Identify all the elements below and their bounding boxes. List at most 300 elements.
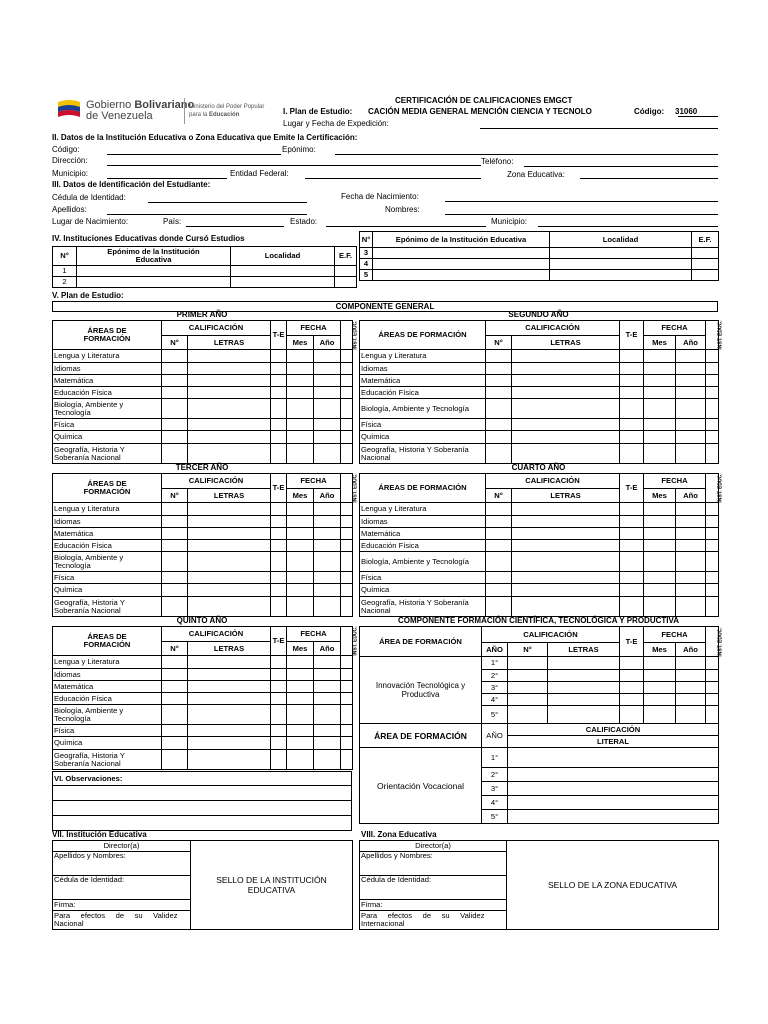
ctp-anio2-header: Año xyxy=(676,643,706,657)
anio-cell[interactable] xyxy=(314,387,341,399)
te-cell[interactable] xyxy=(271,375,287,387)
grade-letters-cell[interactable] xyxy=(188,528,271,540)
subject-label: Lengua y Literatura xyxy=(53,350,162,363)
mes-cell[interactable] xyxy=(287,750,314,770)
anio-cell[interactable] xyxy=(676,516,706,528)
te-cell[interactable] xyxy=(620,516,644,528)
te-cell[interactable] xyxy=(271,737,287,750)
inst-cell[interactable] xyxy=(706,431,719,444)
inst-cell[interactable] xyxy=(341,503,353,516)
anio-cell[interactable] xyxy=(676,375,706,387)
inst-cell[interactable] xyxy=(341,516,353,528)
grade-number-cell[interactable] xyxy=(486,399,512,419)
municipio-field-label: Municipio: xyxy=(52,169,89,178)
inst-cell[interactable] xyxy=(341,375,353,387)
grade-number-cell[interactable] xyxy=(162,693,188,705)
te-cell[interactable] xyxy=(620,528,644,540)
mes-cell[interactable] xyxy=(644,516,676,528)
anio-cell[interactable] xyxy=(314,444,341,464)
te-cell[interactable] xyxy=(271,528,287,540)
grade-letters-cell[interactable] xyxy=(188,705,271,725)
areas-header-l1: ÁREAS DE xyxy=(87,632,127,641)
grade-number-cell[interactable] xyxy=(162,656,188,669)
anio-cell[interactable] xyxy=(314,572,341,584)
subject-label: Educación Física xyxy=(53,693,162,705)
te-cell[interactable] xyxy=(620,399,644,419)
grade-letters-cell[interactable] xyxy=(188,399,271,419)
grade-number-cell[interactable] xyxy=(162,516,188,528)
pais-field[interactable] xyxy=(186,226,284,227)
anio-cell[interactable] xyxy=(676,528,706,540)
inst-cell[interactable] xyxy=(341,387,353,399)
inst-cell[interactable] xyxy=(706,375,719,387)
inst-cell[interactable] xyxy=(341,399,353,419)
grade-letters-cell[interactable] xyxy=(188,444,271,464)
anio-cell[interactable] xyxy=(314,350,341,363)
apellidos-field[interactable] xyxy=(107,214,307,215)
apellidos-label: Apellidos: xyxy=(52,205,87,214)
inst-cell[interactable] xyxy=(706,503,719,516)
fecha-header: FECHA xyxy=(644,321,706,336)
fecha-nac-field[interactable] xyxy=(445,201,718,202)
inst-cell[interactable] xyxy=(706,584,719,597)
mes-cell[interactable] xyxy=(287,444,314,464)
mes-cell[interactable] xyxy=(287,656,314,669)
calificacion-header: CALIFICACIÓN xyxy=(486,474,620,489)
mes-cell[interactable] xyxy=(287,431,314,444)
grade-number-cell[interactable] xyxy=(486,503,512,516)
director-label-8: Director(a) xyxy=(360,841,507,852)
anio-cell[interactable] xyxy=(676,444,706,464)
ctp-letras-header: LETRAS xyxy=(548,643,620,657)
te-cell[interactable] xyxy=(271,444,287,464)
section2-title: II. Datos de la Institución Educativa o Zona Educativa que Emite la Certificación: xyxy=(52,133,358,142)
grade-letters-cell[interactable] xyxy=(512,503,620,516)
anio-cell[interactable] xyxy=(676,431,706,444)
grade-letters-cell[interactable] xyxy=(512,419,620,431)
grade-number-cell[interactable] xyxy=(162,737,188,750)
grade-number-cell[interactable] xyxy=(162,552,188,572)
mes-cell[interactable] xyxy=(287,528,314,540)
section3-title: III. Datos de Identificación del Estudiante: xyxy=(52,180,211,189)
inst-cell[interactable] xyxy=(706,419,719,431)
grade-letters-cell[interactable] xyxy=(188,656,271,669)
mes-cell[interactable] xyxy=(287,503,314,516)
anio-cell[interactable] xyxy=(314,681,341,693)
inst-cell[interactable] xyxy=(341,737,353,750)
te-cell[interactable] xyxy=(271,540,287,552)
grade-number-cell[interactable] xyxy=(486,375,512,387)
te-cell[interactable] xyxy=(620,540,644,552)
te-cell[interactable] xyxy=(271,681,287,693)
grade-letters-cell[interactable] xyxy=(188,750,271,770)
inst-cell[interactable] xyxy=(341,528,353,540)
anio-cell[interactable] xyxy=(314,528,341,540)
anio-cell[interactable] xyxy=(314,669,341,681)
mes-cell[interactable] xyxy=(287,725,314,737)
grade-number-cell[interactable] xyxy=(486,584,512,597)
municipio-field[interactable] xyxy=(107,178,227,179)
grade-number-cell[interactable] xyxy=(486,350,512,363)
mes-cell[interactable] xyxy=(644,399,676,419)
te-cell[interactable] xyxy=(271,399,287,419)
inst-cell[interactable] xyxy=(341,669,353,681)
grade-letters-cell[interactable] xyxy=(512,399,620,419)
te-header: T-E xyxy=(620,474,644,503)
grade-number-cell[interactable] xyxy=(486,431,512,444)
anio-cell[interactable] xyxy=(676,363,706,375)
grade-letters-cell[interactable] xyxy=(188,572,271,584)
mes-cell[interactable] xyxy=(287,597,314,617)
inst-cell[interactable] xyxy=(706,399,719,419)
anio-cell[interactable] xyxy=(314,431,341,444)
te-cell[interactable] xyxy=(620,552,644,572)
codigo-field[interactable] xyxy=(107,154,281,155)
subject-label: Idiomas xyxy=(53,669,162,681)
grade-number-cell[interactable] xyxy=(162,431,188,444)
mes-cell[interactable] xyxy=(287,387,314,399)
grade-number-cell[interactable] xyxy=(486,552,512,572)
grade-letters-cell[interactable] xyxy=(512,516,620,528)
estado-field[interactable] xyxy=(326,226,486,227)
inst-cell[interactable] xyxy=(706,540,719,552)
estado-label: Estado: xyxy=(290,217,318,226)
mes-cell[interactable] xyxy=(644,503,676,516)
grade-number-cell[interactable] xyxy=(162,363,188,375)
mes-header: Mes xyxy=(287,489,314,503)
te-cell[interactable] xyxy=(271,503,287,516)
apellidos-label-7[interactable]: Apellidos y Nombres: xyxy=(53,852,191,876)
te-cell[interactable] xyxy=(271,572,287,584)
te-cell[interactable] xyxy=(271,597,287,617)
grade-number-cell[interactable] xyxy=(162,725,188,737)
anio-cell[interactable] xyxy=(676,419,706,431)
inst-cell[interactable] xyxy=(706,597,719,617)
grade-number-cell[interactable] xyxy=(162,444,188,464)
te-cell[interactable] xyxy=(271,656,287,669)
pais-label: País: xyxy=(163,217,182,226)
inst-cell[interactable] xyxy=(341,444,353,464)
inst-cell[interactable] xyxy=(706,444,719,464)
anio-cell[interactable] xyxy=(676,584,706,597)
grade-number-cell[interactable] xyxy=(486,540,512,552)
grade-letters-cell[interactable] xyxy=(188,584,271,597)
anio-cell[interactable] xyxy=(314,705,341,725)
grade-letters-cell[interactable] xyxy=(512,363,620,375)
inst-cell[interactable] xyxy=(706,350,719,363)
anio-cell[interactable] xyxy=(314,375,341,387)
grade-letters-cell[interactable] xyxy=(188,693,271,705)
grade-number-cell[interactable] xyxy=(162,350,188,363)
grade-number-cell[interactable] xyxy=(486,444,512,464)
subject-label: Educación Física xyxy=(53,540,162,552)
mes-cell[interactable] xyxy=(644,528,676,540)
anio-cell[interactable] xyxy=(676,572,706,584)
anio-cell[interactable] xyxy=(676,350,706,363)
letras-header: LETRAS xyxy=(188,489,271,503)
eponimo-field[interactable] xyxy=(335,154,718,155)
grade-letters-cell[interactable] xyxy=(188,387,271,399)
anio-cell[interactable] xyxy=(676,387,706,399)
zona-field[interactable] xyxy=(580,178,718,179)
grade-number-cell[interactable] xyxy=(486,528,512,540)
grade-letters-cell[interactable] xyxy=(188,503,271,516)
grade-letters-cell[interactable] xyxy=(512,540,620,552)
ctp-table xyxy=(359,626,724,824)
grade-number-cell[interactable] xyxy=(486,516,512,528)
componente-general-bar: COMPONENTE GENERAL xyxy=(52,301,718,312)
grade-number-cell[interactable] xyxy=(162,705,188,725)
te-cell[interactable] xyxy=(620,419,644,431)
grade-letters-cell[interactable] xyxy=(188,363,271,375)
inst-cell[interactable] xyxy=(341,584,353,597)
grade-number-cell[interactable] xyxy=(486,572,512,584)
inst-cell[interactable] xyxy=(706,363,719,375)
grade-letters-cell[interactable] xyxy=(188,350,271,363)
te-cell[interactable] xyxy=(620,572,644,584)
te-cell[interactable] xyxy=(271,669,287,681)
subject-label: Química xyxy=(53,737,162,750)
municipio-nac-field[interactable] xyxy=(538,226,718,227)
grade-letters-cell[interactable] xyxy=(512,431,620,444)
subject-label: Biología, Ambiente y Tecnología xyxy=(53,705,162,725)
te-cell[interactable] xyxy=(271,584,287,597)
anio-cell[interactable] xyxy=(314,540,341,552)
inst-cell[interactable] xyxy=(706,572,719,584)
anio-cell[interactable] xyxy=(314,552,341,572)
anio-cell[interactable] xyxy=(676,597,706,617)
grade-number-cell[interactable] xyxy=(162,375,188,387)
anio-cell[interactable] xyxy=(314,399,341,419)
inst-cell[interactable] xyxy=(341,540,353,552)
te-cell[interactable] xyxy=(620,363,644,375)
direccion-field[interactable] xyxy=(107,165,481,166)
grade-number-cell[interactable] xyxy=(486,597,512,617)
te-cell[interactable] xyxy=(620,444,644,464)
mes-cell[interactable] xyxy=(287,399,314,419)
col-ef: E.F. xyxy=(335,247,357,266)
mes-cell[interactable] xyxy=(644,363,676,375)
inst-cell[interactable] xyxy=(341,572,353,584)
entidad-field[interactable] xyxy=(305,178,481,179)
te-cell[interactable] xyxy=(620,431,644,444)
grade-letters-cell[interactable] xyxy=(188,375,271,387)
nombres-field[interactable] xyxy=(445,214,718,215)
mes-cell[interactable] xyxy=(287,693,314,705)
mes-cell[interactable] xyxy=(287,584,314,597)
subject-label: Física xyxy=(53,725,162,737)
grade-letters-cell[interactable] xyxy=(512,375,620,387)
anio-cell[interactable] xyxy=(676,552,706,572)
anio-cell[interactable] xyxy=(314,597,341,617)
anio-cell[interactable] xyxy=(314,419,341,431)
anio-cell[interactable] xyxy=(314,503,341,516)
subject-label: Geografía, Historia Y Soberanía Nacional xyxy=(53,750,162,770)
inst-cell[interactable] xyxy=(706,552,719,572)
grade-number-cell[interactable] xyxy=(162,597,188,617)
mes-cell[interactable] xyxy=(287,552,314,572)
mes-cell[interactable] xyxy=(644,572,676,584)
te-cell[interactable] xyxy=(271,552,287,572)
mes-cell[interactable] xyxy=(644,419,676,431)
inst-cell[interactable] xyxy=(706,528,719,540)
mes-cell[interactable] xyxy=(287,737,314,750)
firma-label-7[interactable]: Firma: xyxy=(53,900,191,911)
cedula-field[interactable] xyxy=(148,202,307,203)
mes-cell[interactable] xyxy=(644,431,676,444)
te-cell[interactable] xyxy=(271,350,287,363)
grade-number-cell[interactable] xyxy=(486,419,512,431)
te-cell[interactable] xyxy=(271,705,287,725)
anio-cell[interactable] xyxy=(676,399,706,419)
anio-cell[interactable] xyxy=(314,693,341,705)
inst-cell[interactable] xyxy=(341,750,353,770)
n-header: N° xyxy=(162,642,188,656)
mes-cell[interactable] xyxy=(287,350,314,363)
grade-number-cell[interactable] xyxy=(486,363,512,375)
anio-cell[interactable] xyxy=(314,584,341,597)
inst-cell[interactable] xyxy=(341,681,353,693)
anio-cell[interactable] xyxy=(314,725,341,737)
mes-cell[interactable] xyxy=(644,350,676,363)
grade-number-cell[interactable] xyxy=(162,387,188,399)
te-cell[interactable] xyxy=(271,363,287,375)
grade-letters-cell[interactable] xyxy=(188,597,271,617)
mes-cell[interactable] xyxy=(644,375,676,387)
grade-letters-cell[interactable] xyxy=(188,737,271,750)
inst-cell[interactable] xyxy=(706,387,719,399)
grade-letters-cell[interactable] xyxy=(512,572,620,584)
te-cell[interactable] xyxy=(271,693,287,705)
inst-cell[interactable] xyxy=(341,552,353,572)
grade-letters-cell[interactable] xyxy=(188,431,271,444)
mes-cell[interactable] xyxy=(287,540,314,552)
grade-letters-cell[interactable] xyxy=(512,444,620,464)
cedula-label-7[interactable]: Cédula de Identidad: xyxy=(53,876,191,900)
mes-cell[interactable] xyxy=(644,552,676,572)
firma-label-8[interactable]: Firma: xyxy=(360,900,507,911)
anio-header: Año xyxy=(314,489,341,503)
anio-cell[interactable] xyxy=(314,516,341,528)
mes-cell[interactable] xyxy=(644,597,676,617)
inst-cell[interactable] xyxy=(341,363,353,375)
fecha-header: FECHA xyxy=(287,474,341,489)
grade-number-cell[interactable] xyxy=(162,750,188,770)
telefono-field[interactable] xyxy=(524,166,718,167)
grade-letters-cell[interactable] xyxy=(188,725,271,737)
grade-number-cell[interactable] xyxy=(162,503,188,516)
mes-cell[interactable] xyxy=(287,681,314,693)
mes-cell[interactable] xyxy=(644,540,676,552)
mes-cell[interactable] xyxy=(644,444,676,464)
innovacion-label: Innovación Tecnológica y Productiva xyxy=(360,657,482,724)
te-header: T-E xyxy=(271,474,287,503)
mes-cell[interactable] xyxy=(644,584,676,597)
grade-letters-cell[interactable] xyxy=(512,387,620,399)
grade-letters-cell[interactable] xyxy=(188,681,271,693)
te-cell[interactable] xyxy=(271,419,287,431)
anio-cell[interactable] xyxy=(676,540,706,552)
anio-cell[interactable] xyxy=(314,750,341,770)
section8-title: VIII. Zona Educativa xyxy=(361,830,437,839)
grade-letters-cell[interactable] xyxy=(188,669,271,681)
telefono-field-label: Teléfono: xyxy=(481,157,514,166)
grade-number-cell[interactable] xyxy=(162,681,188,693)
row-number: 5 xyxy=(360,270,373,281)
te-cell[interactable] xyxy=(620,597,644,617)
lugar-nac-label: Lugar de Nacimiento: xyxy=(52,217,129,226)
inst-cell[interactable] xyxy=(341,419,353,431)
grade-number-cell[interactable] xyxy=(162,399,188,419)
inst-cell[interactable] xyxy=(341,693,353,705)
grade-number-cell[interactable] xyxy=(162,669,188,681)
mes-cell[interactable] xyxy=(287,516,314,528)
grade-number-cell[interactable] xyxy=(162,528,188,540)
grade-letters-cell[interactable] xyxy=(188,419,271,431)
te-cell[interactable] xyxy=(271,431,287,444)
grade-number-cell[interactable] xyxy=(162,419,188,431)
grade-letters-cell[interactable] xyxy=(188,540,271,552)
grade-number-cell[interactable] xyxy=(162,584,188,597)
inst-cell[interactable] xyxy=(341,705,353,725)
inst-cell[interactable] xyxy=(341,656,353,669)
mes-cell[interactable] xyxy=(287,669,314,681)
grade-number-cell[interactable] xyxy=(486,387,512,399)
subject-label: Idiomas xyxy=(53,363,162,375)
mes-cell[interactable] xyxy=(287,375,314,387)
mes-cell[interactable] xyxy=(644,387,676,399)
te-cell[interactable] xyxy=(620,503,644,516)
subject-label: Idiomas xyxy=(53,516,162,528)
grade-letters-cell[interactable] xyxy=(512,528,620,540)
grade-letters-cell[interactable] xyxy=(188,516,271,528)
anio-cell[interactable] xyxy=(676,503,706,516)
grade-letters-cell[interactable] xyxy=(512,584,620,597)
grade-letters-cell[interactable] xyxy=(512,350,620,363)
grade-number-cell[interactable] xyxy=(162,540,188,552)
mes-cell[interactable] xyxy=(287,572,314,584)
anio-cell[interactable] xyxy=(314,737,341,750)
anio-header: Año xyxy=(676,336,706,350)
grade-letters-cell[interactable] xyxy=(512,597,620,617)
inst-cell[interactable] xyxy=(341,350,353,363)
grade-letters-cell[interactable] xyxy=(512,552,620,572)
inst-cell[interactable] xyxy=(341,597,353,617)
mes-cell[interactable] xyxy=(287,705,314,725)
te-cell[interactable] xyxy=(620,350,644,363)
cedula-label-8[interactable]: Cédula de Identidad: xyxy=(360,876,507,900)
anio-cell[interactable] xyxy=(314,656,341,669)
te-cell[interactable] xyxy=(271,725,287,737)
te-cell[interactable] xyxy=(620,387,644,399)
grade-number-cell[interactable] xyxy=(162,572,188,584)
inst-cell[interactable] xyxy=(341,431,353,444)
inst-cell[interactable] xyxy=(341,725,353,737)
mes-cell[interactable] xyxy=(287,363,314,375)
te-cell[interactable] xyxy=(620,584,644,597)
te-cell[interactable] xyxy=(620,375,644,387)
mes-cell[interactable] xyxy=(287,419,314,431)
te-cell[interactable] xyxy=(271,387,287,399)
col-localidad-right: Localidad xyxy=(550,232,692,248)
te-cell[interactable] xyxy=(271,750,287,770)
apellidos-label-8[interactable]: Apellidos y Nombres: xyxy=(360,852,507,876)
anio-cell[interactable] xyxy=(314,363,341,375)
inst-cell[interactable] xyxy=(706,516,719,528)
grade-letters-cell[interactable] xyxy=(188,552,271,572)
te-cell[interactable] xyxy=(271,516,287,528)
areas-header-l2: FORMACIÓN xyxy=(83,334,131,343)
